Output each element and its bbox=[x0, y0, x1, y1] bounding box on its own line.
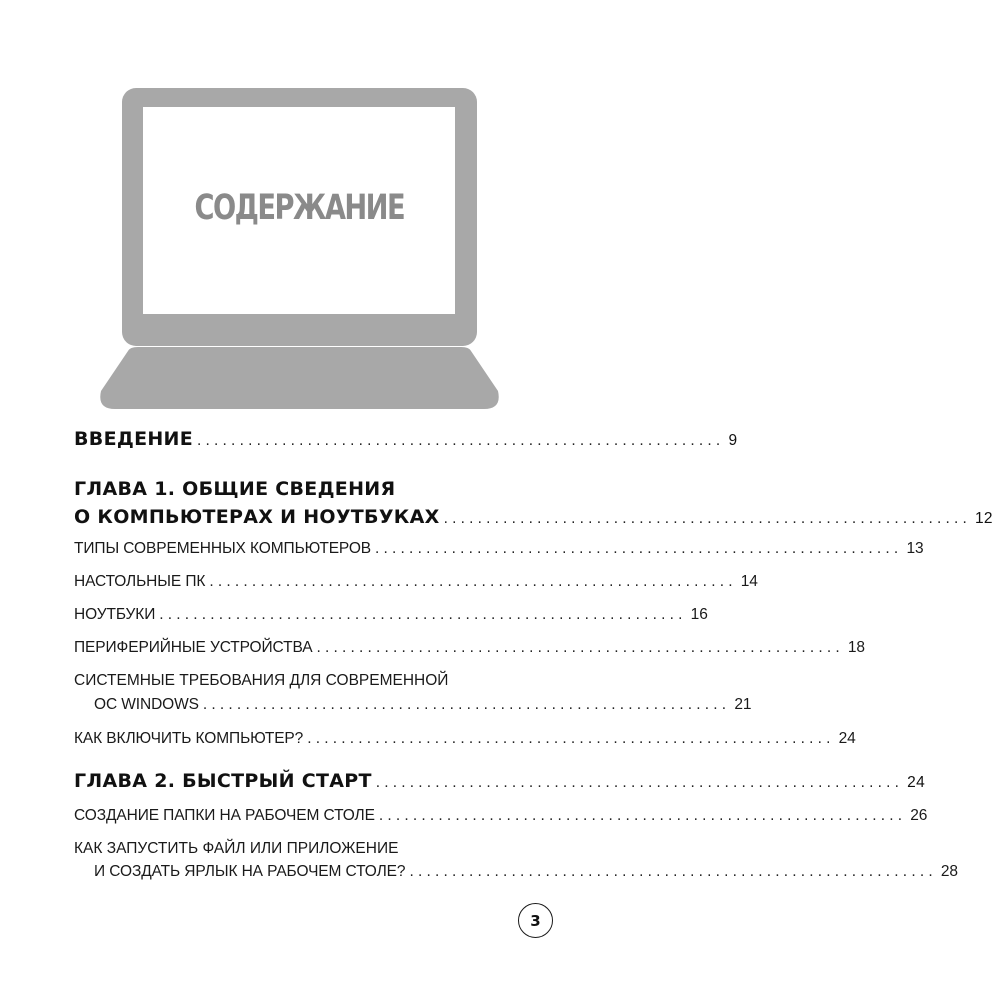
toc-entry-section[interactable] bbox=[74, 807, 928, 825]
dot-leader: .............................................................. bbox=[316, 639, 844, 656]
toc-page-number: 26 bbox=[910, 807, 928, 824]
toc-entry-label: ТИПЫ СОВРЕМЕННЫХ КОМПЬЮТЕРОВ bbox=[74, 540, 372, 557]
toc-entry-label: ПЕРИФЕРИЙНЫЕ УСТРОЙСТВА bbox=[74, 639, 313, 656]
toc-entry-label: И СОЗДАТЬ ЯРЛЫК НА РАБОЧЕМ СТОЛЕ? bbox=[94, 863, 406, 880]
toc-entry-intro[interactable] bbox=[74, 428, 738, 450]
toc-entry-section[interactable] bbox=[74, 573, 758, 591]
toc-entry-section[interactable] bbox=[74, 540, 924, 558]
toc-entry-section[interactable] bbox=[74, 730, 856, 748]
toc-page-number: 21 bbox=[734, 696, 752, 713]
toc-chapter-title: ГЛАВА 1. ОБЩИЕ СВЕДЕНИЯ bbox=[74, 478, 396, 500]
toc-entry-chapter-1[interactable] bbox=[74, 506, 993, 528]
toc-page-number: 18 bbox=[847, 639, 865, 656]
page-title: СОДЕРЖАНИЕ bbox=[194, 187, 404, 228]
toc-entry-section[interactable] bbox=[74, 639, 865, 657]
toc-page-number: 24 bbox=[907, 774, 925, 791]
toc-entry-label: О КОМПЬЮТЕРАХ И НОУТБУКАХ bbox=[74, 506, 440, 528]
toc-entry-section[interactable] bbox=[74, 863, 958, 881]
toc-page-number: 13 bbox=[906, 540, 924, 557]
toc-entry-label: КАК ВКЛЮЧИТЬ КОМПЬЮТЕР? bbox=[74, 730, 304, 747]
dot-leader: .............................................................. bbox=[202, 696, 731, 713]
toc-page-number: 28 bbox=[940, 863, 958, 880]
toc-page-number: 24 bbox=[838, 730, 856, 747]
laptop-screen bbox=[143, 107, 455, 314]
dot-leader: .............................................................. bbox=[197, 432, 725, 449]
toc-entry-section[interactable] bbox=[74, 696, 752, 714]
dot-leader: .............................................................. bbox=[375, 540, 903, 557]
toc-entry-chapter-2[interactable] bbox=[74, 770, 925, 792]
toc-entry-label: НАСТОЛЬНЫЕ ПК bbox=[74, 573, 206, 590]
toc-page-number: 9 bbox=[728, 432, 738, 449]
toc-page-number: 12 bbox=[974, 510, 993, 527]
dot-leader: .............................................................. bbox=[209, 573, 737, 590]
laptop-base bbox=[98, 345, 501, 411]
toc-entry-label: ВВЕДЕНИЕ bbox=[74, 428, 194, 450]
dot-leader: .............................................................. bbox=[378, 807, 907, 824]
dot-leader: .............................................................. bbox=[307, 730, 835, 747]
dot-leader: .............................................................. bbox=[375, 774, 904, 791]
toc-entry-label: СОЗДАНИЕ ПАПКИ НА РАБОЧЕМ СТОЛЕ bbox=[74, 807, 375, 824]
page-number: 3 bbox=[518, 903, 553, 938]
toc-page-number: 14 bbox=[740, 573, 758, 590]
toc-page-number: 16 bbox=[690, 606, 708, 623]
dot-leader: .............................................................. bbox=[409, 863, 937, 880]
toc-entry-label: НОУТБУКИ bbox=[74, 606, 156, 623]
toc-entry-label-line: СИСТЕМНЫЕ ТРЕБОВАНИЯ ДЛЯ СОВРЕМЕННОЙ bbox=[74, 672, 449, 689]
toc-entry-label: ГЛАВА 2. БЫСТРЫЙ СТАРТ bbox=[74, 770, 372, 792]
dot-leader: .............................................................. bbox=[159, 606, 687, 623]
toc-entry-label-line: КАК ЗАПУСТИТЬ ФАЙЛ ИЛИ ПРИЛОЖЕНИЕ bbox=[74, 840, 399, 857]
dot-leader: .............................................................. bbox=[443, 510, 971, 527]
toc-entry-section[interactable] bbox=[74, 606, 708, 624]
toc-entry-label: ОС WINDOWS bbox=[94, 696, 199, 713]
